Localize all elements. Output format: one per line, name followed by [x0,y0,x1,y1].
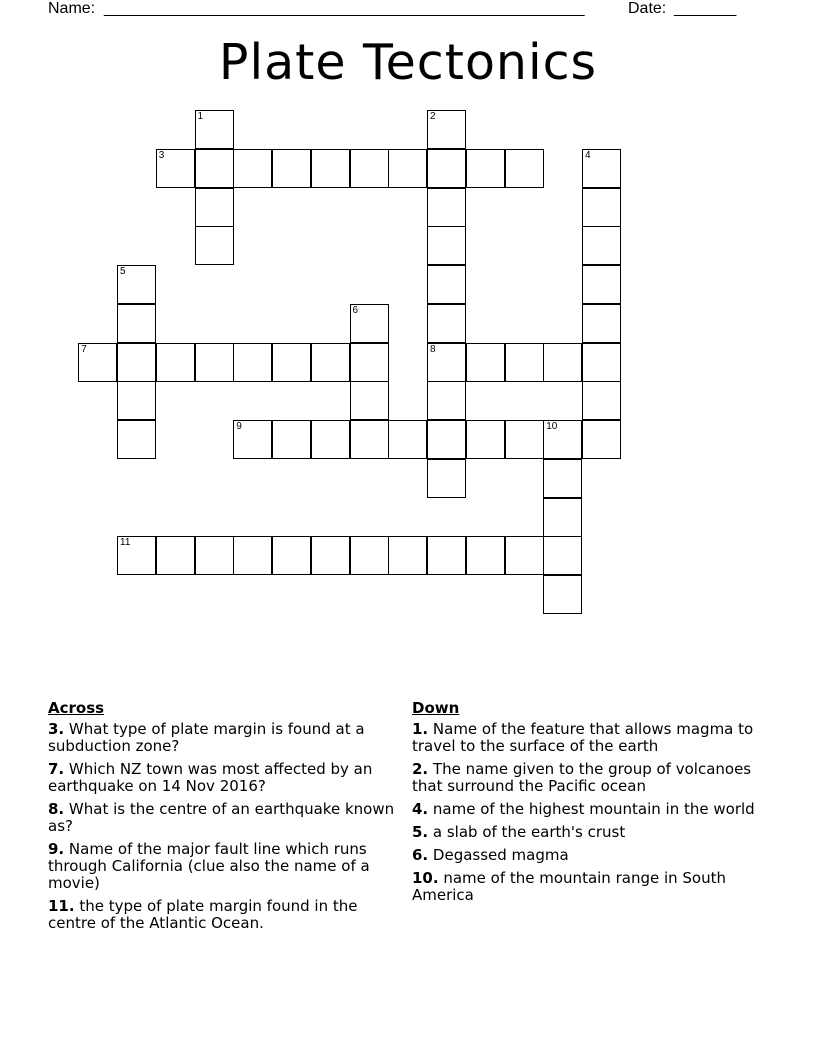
crossword-cell[interactable] [311,420,350,459]
crossword-cell[interactable] [582,149,621,188]
clue-item [48,761,398,795]
crossword-cell[interactable] [466,536,505,575]
crossword-cell[interactable] [350,420,389,459]
crossword-cell[interactable] [311,343,350,382]
clue-text: Name of the major fault line which runs through California (clue also the name of a movie) [48,840,370,892]
clue-number: 10. [412,869,439,887]
clue-text: the type of plate margin found in the centre of the Atlantic Ocean. [48,897,358,932]
clue-item [48,841,398,892]
clue-item [412,824,762,841]
crossword-cell[interactable] [195,226,234,265]
crossword-cell[interactable] [427,149,466,188]
crossword-cell[interactable] [427,265,466,304]
crossword-cell[interactable] [195,188,234,227]
clue-text: a slab of the earth's crust [428,823,626,841]
crossword-cell[interactable] [117,304,156,343]
clue-item [48,721,398,755]
crossword-cell[interactable] [582,343,621,382]
crossword-cell[interactable] [233,536,272,575]
crossword-cell[interactable] [543,343,582,382]
date-field[interactable]: _______ [674,0,737,17]
header [48,0,768,20]
clue-number: 5. [412,823,429,841]
down-clues [412,700,762,910]
crossword-cell[interactable] [311,536,350,575]
crossword-cell[interactable] [272,343,311,382]
crossword-cell[interactable] [427,304,466,343]
crossword-cell[interactable] [272,536,311,575]
clue-item [412,801,762,818]
crossword-cell[interactable] [505,420,544,459]
clue-number: 11. [48,897,75,915]
clue-item [48,801,398,835]
crossword-cell[interactable] [388,149,427,188]
clue-number: 10 [546,421,558,432]
crossword-cell[interactable] [272,149,311,188]
clue-text: What type of plate margin is found at a subduction zone? [48,720,365,755]
clue-text: name of the highest mountain in the world [428,800,755,818]
clue-text: What is the centre of an earthquake known as? [48,800,395,835]
crossword-cell[interactable] [582,226,621,265]
crossword-cell[interactable] [582,420,621,459]
across-heading: Across [48,699,105,717]
clue-number: 11 [120,537,131,549]
clue-number: 3. [48,720,65,738]
crossword-cell[interactable] [156,536,195,575]
down-clue-list [412,721,762,904]
crossword-cell[interactable] [117,381,156,420]
crossword-cell[interactable] [505,536,544,575]
crossword-cell[interactable] [350,149,389,188]
clue-text: Which NZ town was most affected by an earthquake on 14 Nov 2016? [48,760,373,795]
crossword-cell[interactable] [78,343,117,382]
crossword-cell[interactable] [466,149,505,188]
clue-text: Degassed magma [428,846,569,864]
crossword-cell[interactable] [233,149,272,188]
crossword-cell[interactable] [195,536,234,575]
crossword-cell[interactable] [388,420,427,459]
clue-number: 2. [412,760,429,778]
clue-number: 8. [48,800,65,818]
crossword-cell[interactable] [427,420,466,459]
date-label: Date: [628,0,667,17]
crossword-cell[interactable] [117,536,156,575]
clue-number: 1. [412,720,429,738]
crossword-cell[interactable] [543,536,582,575]
clue-item [48,898,398,932]
crossword-cell[interactable] [272,420,311,459]
crossword-cell[interactable] [582,381,621,420]
crossword-cell[interactable] [156,149,195,188]
clue-number: 7. [48,760,65,778]
across-clue-list [48,721,398,932]
name-field[interactable]: ______________________________________________________ [104,0,585,17]
crossword-cell[interactable] [427,188,466,227]
crossword-cell[interactable] [233,343,272,382]
crossword-cell[interactable] [427,226,466,265]
crossword-cell[interactable] [117,420,156,459]
clue-number: 6 [352,304,359,316]
clue-number: 6. [412,846,429,864]
crossword-cell[interactable] [195,343,234,382]
crossword-cell[interactable] [388,536,427,575]
crossword-cell[interactable] [505,149,544,188]
clue-number: 9 [236,421,242,432]
clue-number: 2 [430,111,436,122]
crossword-cell[interactable] [466,420,505,459]
crossword-cell[interactable] [427,381,466,420]
clue-item [412,761,762,795]
crossword-cell[interactable] [350,381,389,420]
crossword-cell[interactable] [117,343,156,382]
clue-number: 4 [585,149,591,161]
clue-number: 1 [197,111,204,122]
clue-text: Name of the feature that allows magma to travel to the surface of the earth [412,720,754,755]
crossword-cell[interactable] [543,575,582,614]
crossword-cell[interactable] [427,343,466,382]
clue-text: name of the mountain range in South America [412,869,727,904]
clue-number: 4. [412,800,429,818]
crossword-cell[interactable] [233,420,272,459]
crossword-cell[interactable] [466,343,505,382]
crossword-cell[interactable] [195,110,234,149]
crossword-cell[interactable] [543,498,582,537]
clue-item [412,847,762,864]
crossword-cell[interactable] [582,265,621,304]
clue-number: 3 [158,149,165,161]
clue-number: 7 [81,343,87,355]
crossword-cell[interactable] [543,459,582,498]
crossword-cell[interactable] [427,110,466,149]
crossword-cell[interactable] [427,536,466,575]
down-heading: Down [412,699,460,717]
crossword-cell[interactable] [350,304,389,343]
clue-item [412,721,762,755]
clue-item [412,870,762,904]
clue-number: 9. [48,840,65,858]
crossword-cell[interactable] [427,459,466,498]
crossword-cell[interactable] [156,343,195,382]
clue-number: 8 [430,343,436,355]
crossword-cell[interactable] [117,265,156,304]
crossword-cell[interactable] [505,343,544,382]
crossword-cell[interactable] [350,536,389,575]
crossword-cell[interactable] [582,304,621,343]
crossword-cell[interactable] [543,420,582,459]
crossword-cell[interactable] [195,149,234,188]
name-label: Name: [48,0,96,17]
across-clues [48,700,398,938]
page-title: Plate Tectonics [218,34,598,91]
clue-text: The name given to the group of volcanoes that surround the Pacific ocean [412,760,752,795]
crossword-cell[interactable] [311,149,350,188]
crossword-cell[interactable] [582,188,621,227]
clue-number: 5 [120,266,126,277]
crossword-cell[interactable] [350,343,389,382]
